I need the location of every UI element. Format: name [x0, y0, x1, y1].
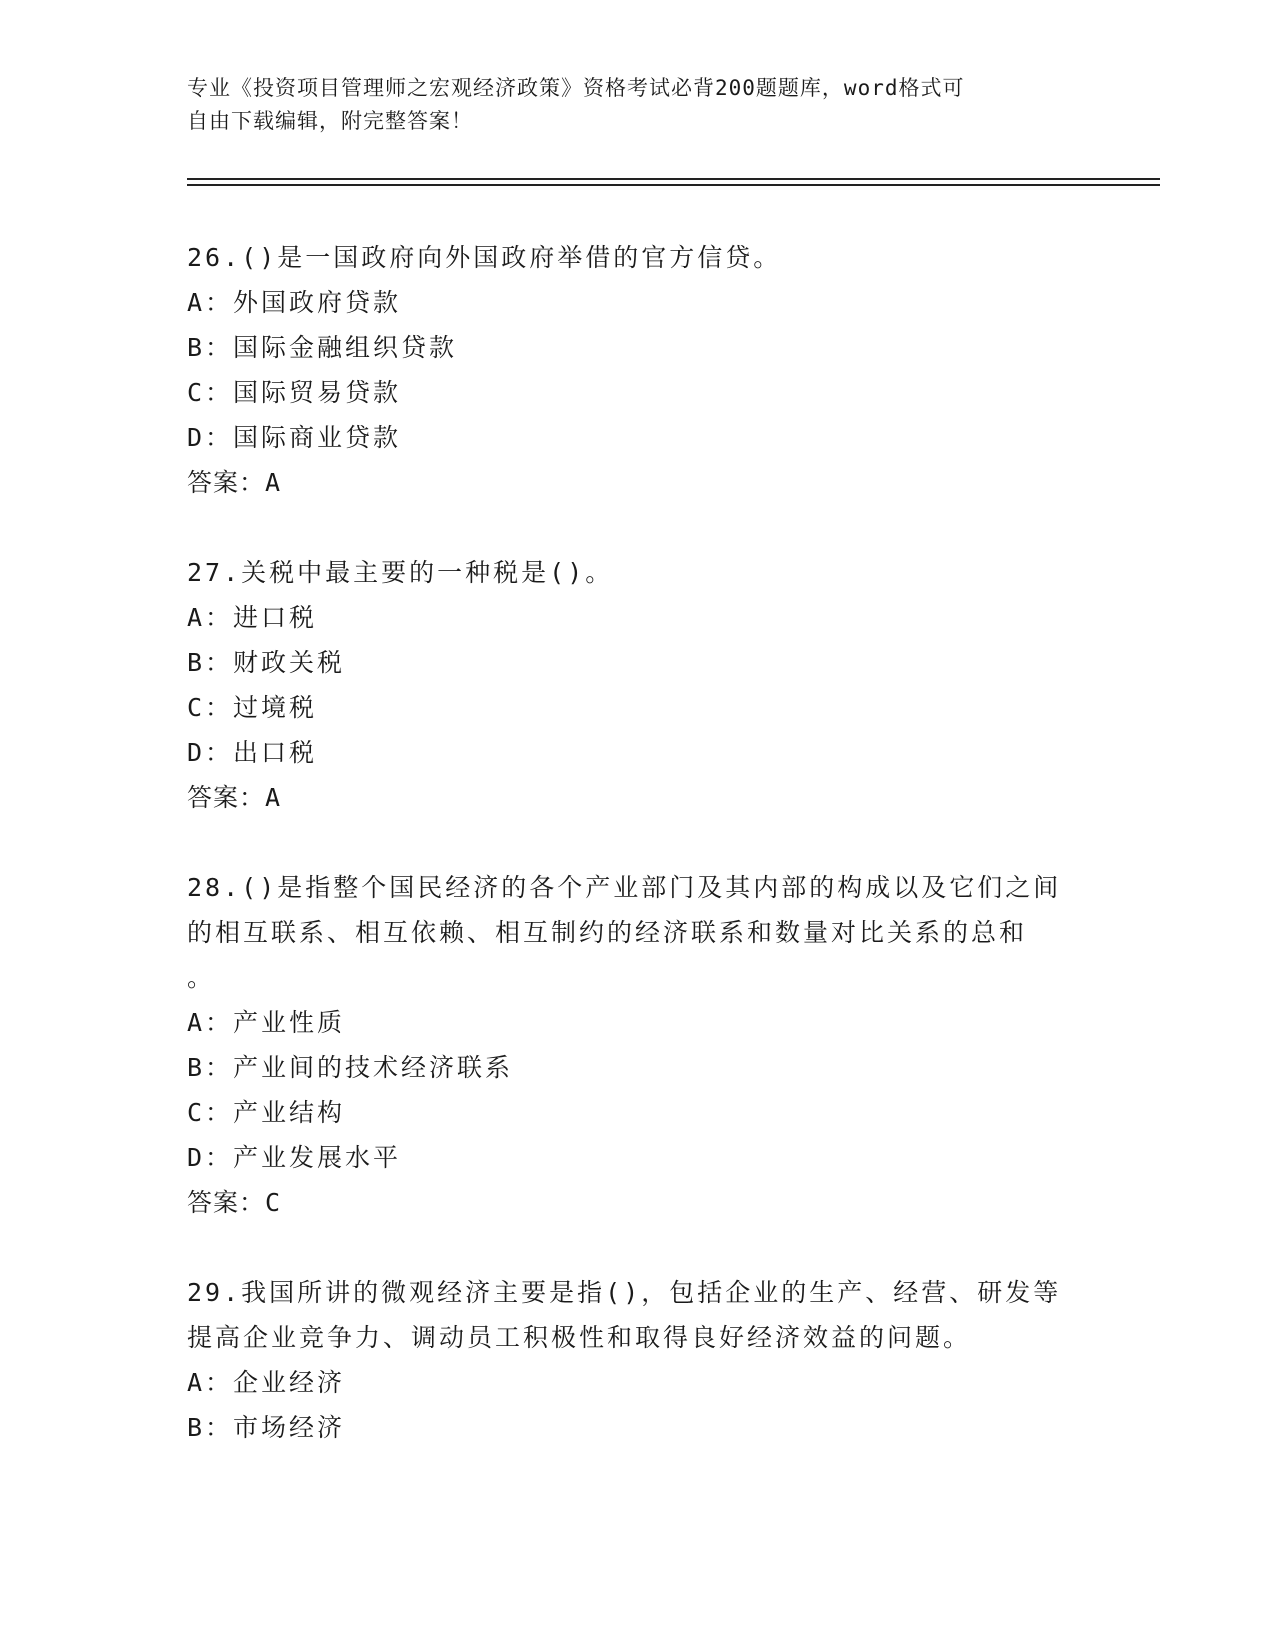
question-29-stem-line-1: 29.我国所讲的微观经济主要是指()，包括企业的生产、经营、研发等 — [187, 1278, 1062, 1307]
question-26-option-d: D：国际商业贷款 — [187, 423, 402, 452]
question-28-stem-line-2: 的相互联系、相互依赖、相互制约的经济联系和数量对比关系的总和 — [187, 918, 1028, 947]
question-29-stem-line-2: 提高企业竞争力、调动员工积极性和取得良好经济效益的问题。 — [187, 1323, 972, 1352]
question-28-option-b: B：产业间的技术经济联系 — [187, 1053, 514, 1082]
question-28-option-d: D：产业发展水平 — [187, 1143, 402, 1172]
document-header — [187, 72, 1067, 138]
question-27-option-d: D：出口税 — [187, 738, 318, 767]
question-27-stem: 27.关税中最主要的一种税是()。 — [187, 558, 614, 587]
question-29-option-a: A：企业经济 — [187, 1368, 346, 1397]
question-28-stem-line-1: 28.()是指整个国民经济的各个产业部门及其内部的构成以及它们之间 — [187, 873, 1062, 902]
question-29-option-b: B：市场经济 — [187, 1413, 346, 1442]
question-28-stem-line-3: 。 — [187, 963, 216, 992]
header-line-2: 自由下载编辑，附完整答案！ — [187, 109, 473, 133]
header-divider-bottom — [187, 184, 1160, 186]
header-line-1: 专业《投资项目管理师之宏观经济政策》资格考试必背200题题库，word格式可 — [187, 76, 965, 100]
header-divider-top — [187, 178, 1160, 180]
question-28-option-c: C：产业结构 — [187, 1098, 346, 1127]
question-27-option-c: C：过境税 — [187, 693, 318, 722]
question-26-answer: 答案：A — [187, 468, 282, 497]
question-26-stem: 26.()是一国政府向外国政府举借的官方信贷。 — [187, 243, 782, 272]
question-26-option-a: A：外国政府贷款 — [187, 288, 402, 317]
question-27-option-a: A：进口税 — [187, 603, 318, 632]
question-26-option-b: B：国际金融组织贷款 — [187, 333, 458, 362]
question-26-option-c: C：国际贸易贷款 — [187, 378, 402, 407]
question-28-answer: 答案：C — [187, 1188, 282, 1217]
question-28-option-a: A：产业性质 — [187, 1008, 346, 1037]
question-27-answer: 答案：A — [187, 783, 282, 812]
question-27-option-b: B：财政关税 — [187, 648, 346, 677]
